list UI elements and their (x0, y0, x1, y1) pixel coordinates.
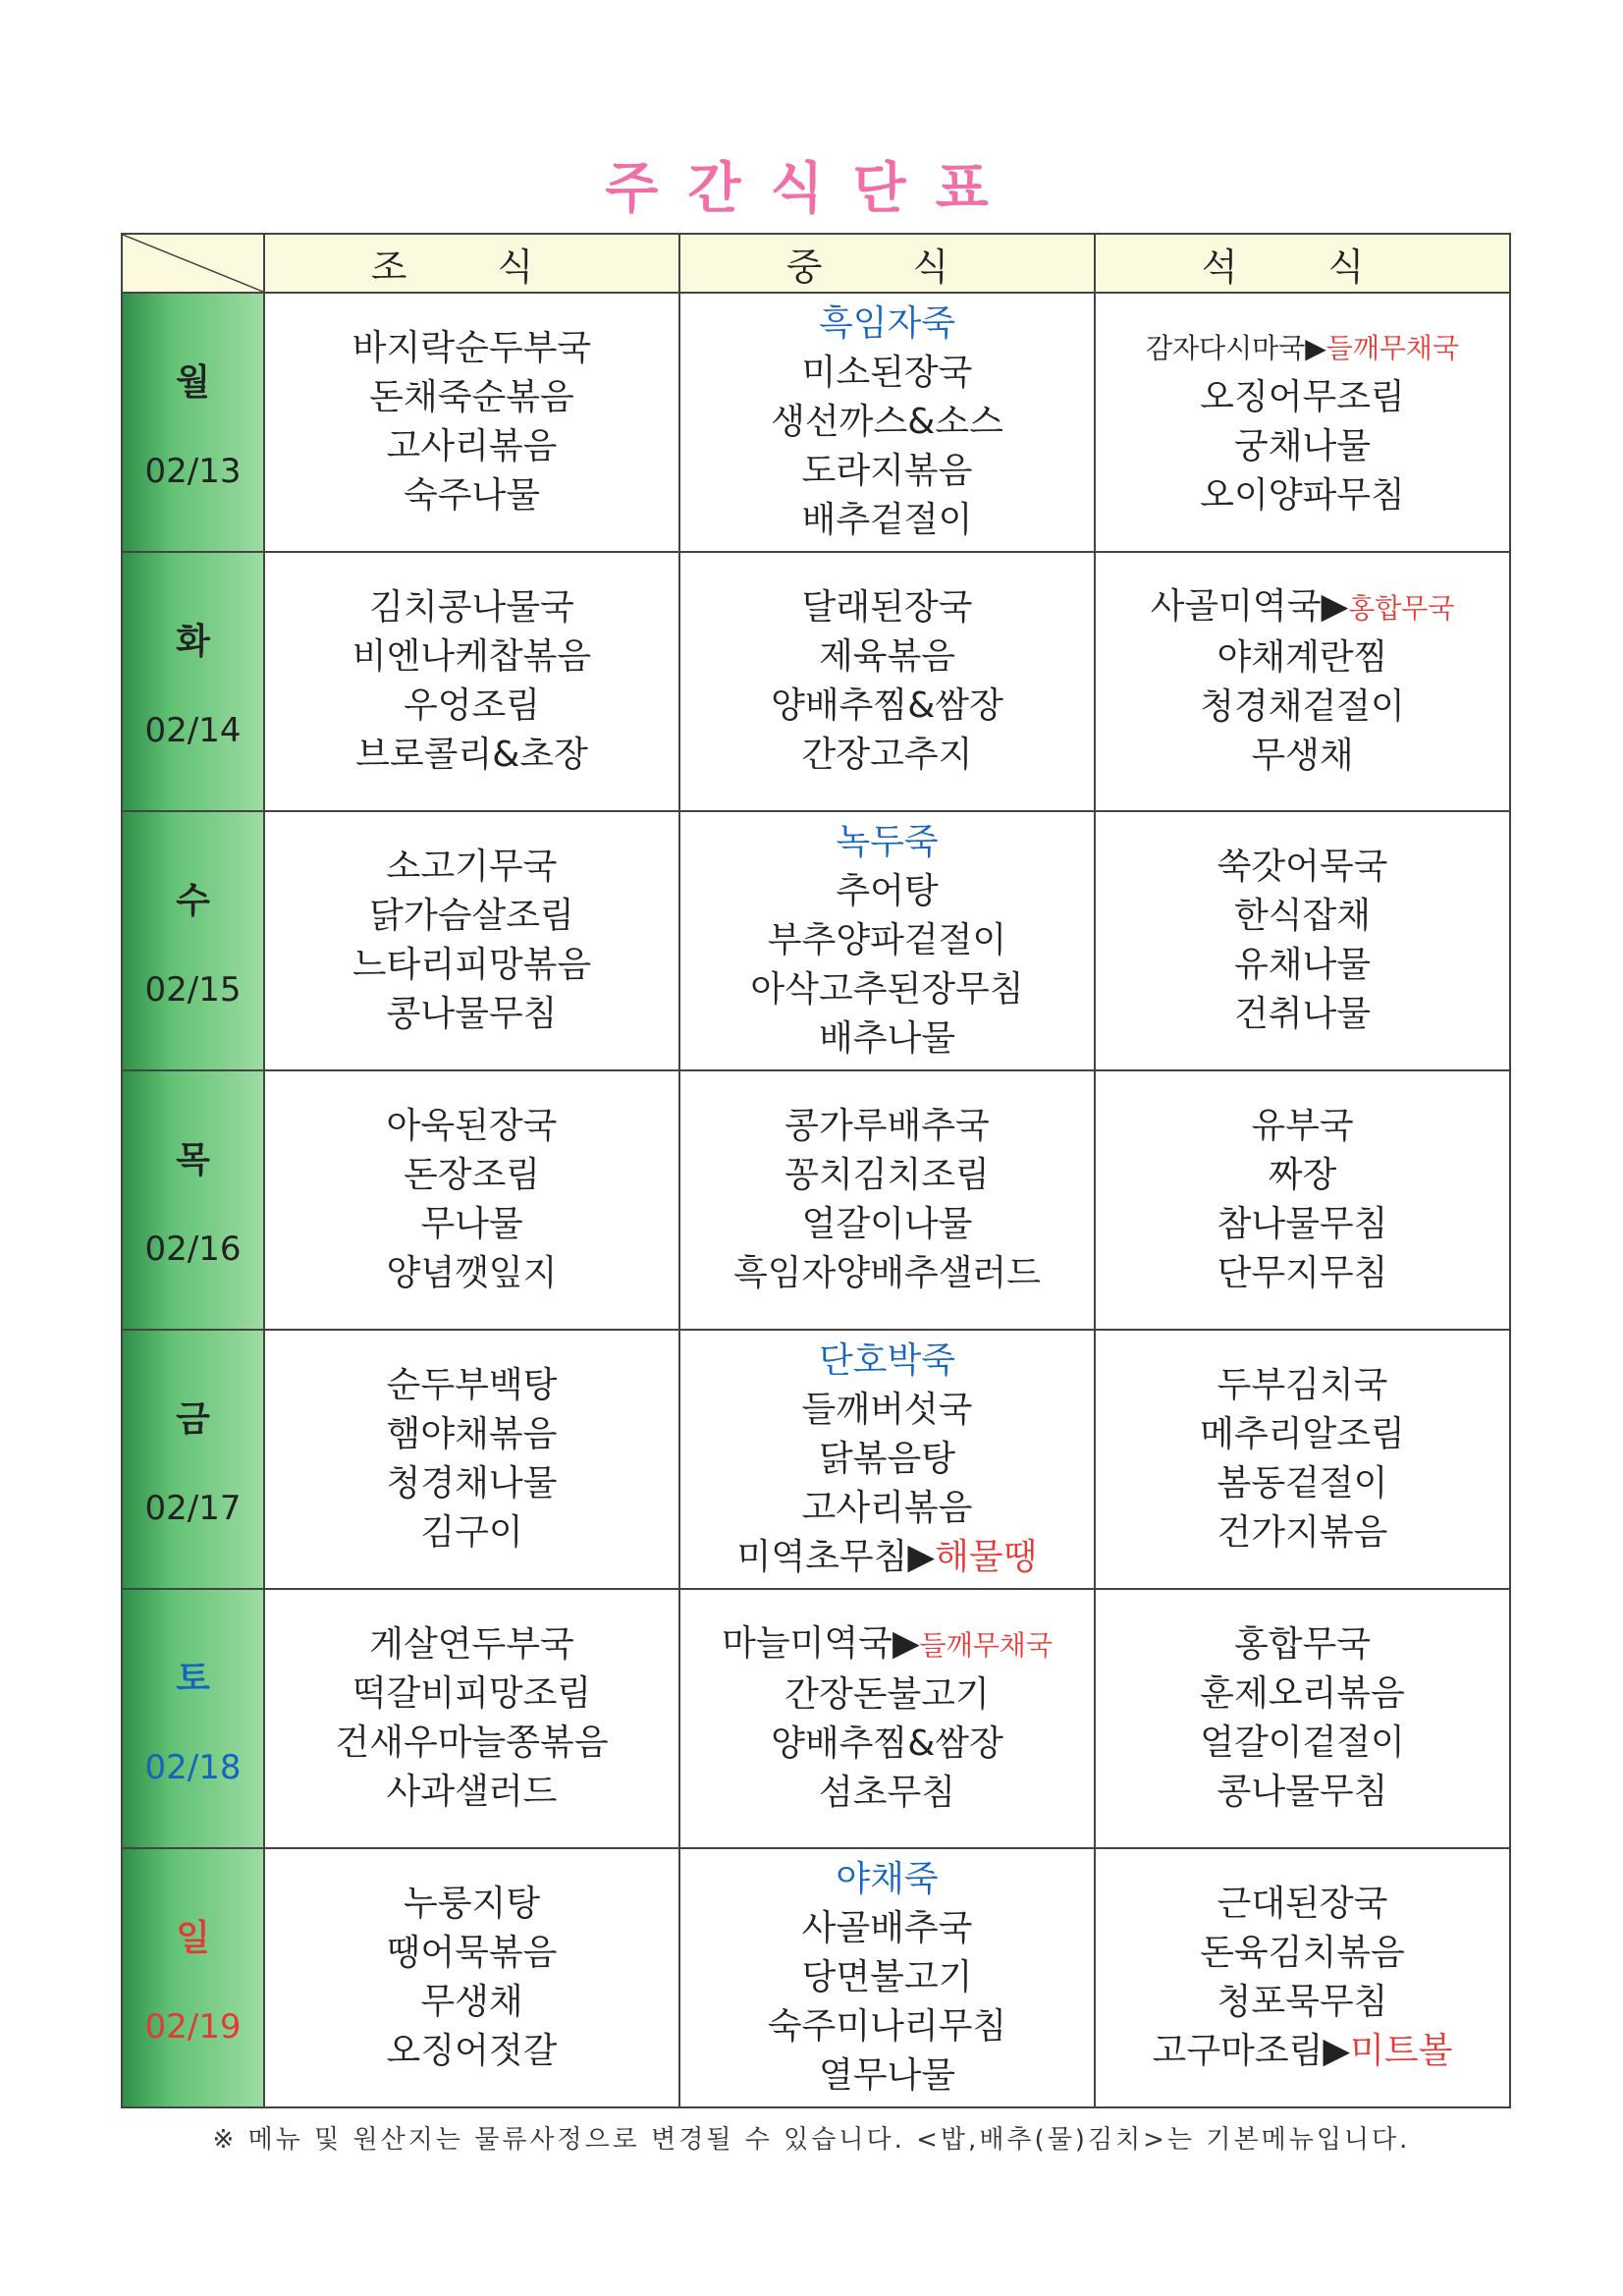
day-cell (122, 293, 264, 552)
menu-item-text: 두부김치국 (1217, 1365, 1388, 1405)
menu-item (265, 1978, 678, 2027)
menu-item-text: 양배추찜&쌈장 (771, 685, 1003, 726)
dinner-cell (1095, 1589, 1510, 1848)
menu-item-text: 흑임자죽 (818, 303, 956, 344)
menu-item-text: 김구이 (420, 1512, 523, 1553)
menu-body (122, 293, 1510, 2107)
breakfast-cell (264, 552, 679, 811)
menu-item (680, 349, 1094, 398)
dinner-cell (1095, 1848, 1510, 2107)
day-date: 02/13 (144, 451, 242, 491)
menu-item (1096, 1929, 1509, 1978)
menu-item (265, 632, 678, 682)
menu-item (680, 1533, 1094, 1582)
day-row (122, 1070, 1510, 1330)
menu-item (265, 682, 678, 731)
dinner-cell (1095, 552, 1510, 811)
menu-item-alternative: 홍합무국 (1348, 592, 1455, 625)
menu-item-text: 우엉조림 (403, 685, 541, 726)
menu-item (1096, 1669, 1509, 1719)
menu-item-text: 햄야채볶음 (386, 1414, 558, 1454)
menu-item (680, 1904, 1094, 1953)
breakfast-cell (264, 1589, 679, 1848)
menu-item (265, 990, 678, 1039)
menu-item (265, 422, 678, 471)
menu-item-text: 단무지무침 (1217, 1253, 1388, 1293)
dinner-cell (1095, 1330, 1510, 1589)
menu-item (1096, 324, 1509, 373)
menu-item (1096, 892, 1509, 941)
header-corner (122, 234, 264, 293)
menu-item (1096, 1249, 1509, 1298)
menu-item (680, 818, 1094, 867)
menu-item-text: 간장돈불고기 (784, 1674, 990, 1715)
day-cell (122, 1589, 264, 1848)
breakfast-cell (264, 293, 679, 552)
day-date: 02/17 (144, 1488, 242, 1528)
menu-item-text: 꽁치김치조림 (784, 1155, 990, 1195)
menu-item-text: 양배추찜&쌈장 (771, 1723, 1003, 1764)
menu-item-alternative: 들깨무채국 (1325, 332, 1460, 364)
menu-item (680, 1337, 1094, 1386)
menu-item-text: 비엔나케찹볶음 (352, 636, 592, 677)
menu-item (1096, 683, 1509, 732)
menu-item-text: 사골배추국 (801, 1908, 973, 1948)
header-lunch: 중 식 (679, 234, 1095, 293)
menu-item (265, 1200, 678, 1249)
day-date: 02/19 (144, 2006, 242, 2047)
menu-item-text: 봄동겉절이 (1217, 1463, 1388, 1503)
menu-item-text: 무생채 (420, 1982, 523, 2022)
menu-item (265, 1929, 678, 1978)
menu-item-text: 닭가슴살조림 (369, 896, 574, 936)
menu-item (265, 731, 678, 780)
menu-item-text: 야채계란찜 (1217, 637, 1388, 678)
menu-item (1096, 990, 1509, 1039)
menu-item-text: 근대된장국 (1217, 1884, 1388, 1924)
menu-item-text: 청경채나물 (386, 1463, 558, 1503)
menu-item-text: 얼갈이나물 (801, 1204, 973, 1244)
menu-item-text: 달래된장국 (801, 587, 973, 628)
menu-item-text: 브로콜리&초장 (355, 735, 588, 775)
menu-item-text: 훈제오리볶음 (1200, 1673, 1405, 1714)
menu-item (1096, 2027, 1509, 2076)
menu-item-text: 무나물 (420, 1204, 523, 1244)
menu-item (1096, 1508, 1509, 1558)
day-date: 02/14 (144, 710, 242, 750)
menu-item-text: 고사리볶음 (801, 1488, 973, 1528)
menu-item-text: 도라지볶음 (801, 451, 973, 491)
menu-item (680, 1102, 1094, 1151)
menu-item-text: 야채죽 (836, 1859, 939, 1899)
menu-item-text: 오이양파무침 (1200, 475, 1405, 516)
menu-item-text: 쑥갓어묵국 (1217, 847, 1388, 887)
menu-item (265, 1620, 678, 1669)
day-name: 목 (176, 1139, 210, 1180)
menu-item (680, 632, 1094, 682)
day-row (122, 552, 1510, 811)
menu-item (680, 1435, 1094, 1484)
footnote: ※ 메뉴 및 원산지는 물류사정으로 변경될 수 있습니다. <밥,배추(물)김치>는 기본메뉴입니다. (212, 2125, 1411, 2155)
day-row (122, 1848, 1510, 2107)
dinner-cell (1095, 811, 1510, 1070)
menu-item (265, 1669, 678, 1719)
menu-item (1096, 1410, 1509, 1459)
menu-item (265, 583, 678, 632)
menu-item (1096, 1200, 1509, 1249)
menu-item (1096, 1102, 1509, 1151)
day-name: 월 (176, 361, 210, 403)
menu-item-text: 감자다시마국▶ (1145, 332, 1326, 364)
menu-item (680, 1484, 1094, 1533)
menu-item (1096, 373, 1509, 422)
menu-item-text: 양념깻잎지 (386, 1253, 558, 1293)
day-row (122, 1589, 1510, 1848)
day-cell (122, 552, 264, 811)
dinner-cell (1095, 1070, 1510, 1330)
day-cell (122, 1848, 264, 2107)
menu-item-text: 닭볶음탕 (818, 1439, 956, 1479)
menu-item (680, 447, 1094, 496)
menu-item-text: 숙주미나리무침 (767, 2006, 1007, 2047)
menu-item-alternative: 들깨무채국 (919, 1629, 1053, 1662)
menu-item-text: 얼갈이겉절이 (1200, 1722, 1405, 1763)
day-row (122, 293, 1510, 552)
menu-item (680, 398, 1094, 447)
menu-item (680, 1619, 1094, 1670)
breakfast-cell (264, 1330, 679, 1589)
menu-item-text: 사과샐러드 (386, 1772, 558, 1812)
menu-item-text: 제육볶음 (818, 636, 956, 677)
menu-item-text: 콩가루배추국 (784, 1106, 990, 1146)
menu-item (1096, 941, 1509, 990)
lunch-cell (679, 1589, 1095, 1848)
header-row (122, 234, 1510, 293)
menu-item (680, 916, 1094, 965)
menu-item (1096, 1880, 1509, 1929)
menu-item (1096, 843, 1509, 892)
menu-item-text: 청포묵무침 (1217, 1982, 1388, 2022)
menu-item (680, 682, 1094, 731)
menu-item-text: 간장고추지 (801, 735, 973, 775)
menu-item-text: 떡갈비피망조림 (352, 1673, 592, 1714)
day-name: 일 (176, 1917, 210, 1958)
menu-item (680, 965, 1094, 1014)
menu-item-text: 아삭고추된장무침 (750, 969, 1024, 1010)
menu-item-text: 돈채죽순볶음 (369, 377, 574, 417)
menu-item-text: 숙주나물 (403, 475, 541, 516)
lunch-cell (679, 552, 1095, 811)
menu-item (680, 1769, 1094, 1818)
day-name: 수 (176, 880, 210, 921)
menu-item (680, 1151, 1094, 1200)
day-row (122, 1330, 1510, 1589)
menu-item (680, 867, 1094, 916)
menu-item-text: 배추겉절이 (801, 500, 973, 540)
menu-item-text: 참나물무침 (1217, 1204, 1388, 1244)
menu-item (265, 1249, 678, 1298)
day-date: 02/18 (144, 1747, 242, 1787)
day-date: 02/16 (144, 1229, 242, 1269)
menu-item (265, 2027, 678, 2076)
menu-item-text: 누룽지탕 (403, 1884, 541, 1924)
menu-item-text: 콩나물무침 (1217, 1772, 1388, 1812)
menu-item (680, 2051, 1094, 2101)
menu-item-text: 건취나물 (1233, 994, 1372, 1034)
menu-item (1096, 471, 1509, 520)
menu-item-text: 바지락순두부국 (352, 328, 592, 368)
breakfast-cell (264, 1848, 679, 2107)
menu-item (1096, 422, 1509, 471)
menu-item-text: 미소된장국 (801, 353, 973, 393)
lunch-cell (679, 1848, 1095, 2107)
menu-item (1096, 732, 1509, 781)
menu-item-text: 녹두죽 (836, 822, 939, 862)
menu-item (1096, 1151, 1509, 1200)
weekly-menu-table (121, 233, 1511, 2108)
menu-item-text: 땡어묵볶음 (386, 1933, 558, 1973)
menu-item (1096, 1719, 1509, 1768)
menu-item-text: 궁채나물 (1233, 426, 1372, 466)
menu-item (680, 1200, 1094, 1249)
menu-item (265, 1719, 678, 1768)
menu-item (1096, 1978, 1509, 2027)
menu-item-text: 유채나물 (1233, 945, 1372, 985)
menu-item-text: 소고기무국 (386, 847, 558, 887)
menu-item (680, 1670, 1094, 1720)
menu-item (680, 2002, 1094, 2051)
menu-item (265, 1151, 678, 1200)
menu-item-text: 콩나물무침 (386, 994, 558, 1034)
menu-item-text: 건가지볶음 (1217, 1512, 1388, 1553)
menu-item (1096, 582, 1509, 633)
menu-item (680, 1386, 1094, 1435)
menu-item (265, 1361, 678, 1410)
menu-item (1096, 1620, 1509, 1669)
menu-item (680, 1855, 1094, 1904)
menu-item-text: 미역초무침▶ (736, 1537, 936, 1577)
lunch-cell (679, 1330, 1095, 1589)
menu-item (680, 1953, 1094, 2002)
header-dinner: 석 식 (1095, 234, 1510, 293)
menu-item-text: 아욱된장국 (386, 1106, 558, 1146)
menu-item-text: 배추나물 (818, 1018, 956, 1059)
menu-item-text: 사골미역국▶ (1150, 586, 1349, 627)
menu-item (680, 1249, 1094, 1298)
menu-item (680, 1014, 1094, 1064)
breakfast-cell (264, 811, 679, 1070)
menu-item-text: 흑임자양배추샐러드 (733, 1253, 1041, 1293)
day-date: 02/15 (144, 969, 242, 1010)
menu-item (265, 373, 678, 422)
menu-item-alternative: 미트볼 (1350, 2031, 1453, 2071)
menu-item (1096, 1459, 1509, 1508)
menu-item (1096, 633, 1509, 683)
menu-item-text: 김치콩나물국 (369, 587, 574, 628)
header-breakfast: 조 식 (264, 234, 679, 293)
menu-item-text: 한식잡채 (1233, 896, 1372, 936)
lunch-cell (679, 1070, 1095, 1330)
menu-item-text: 부추양파겉절이 (767, 920, 1007, 960)
lunch-cell (679, 293, 1095, 552)
menu-item (265, 1410, 678, 1459)
menu-item-alternative: 해물땡 (935, 1537, 1038, 1577)
menu-item (680, 731, 1094, 780)
menu-item (1096, 1361, 1509, 1410)
menu-item (265, 1768, 678, 1817)
menu-item (680, 1720, 1094, 1769)
menu-item-text: 오징어젓갈 (386, 2031, 558, 2071)
menu-item-text: 고구마조림▶ (1152, 2031, 1351, 2071)
menu-item (265, 892, 678, 941)
menu-item-text: 섬초무침 (818, 1773, 956, 1813)
menu-item-text: 유부국 (1251, 1106, 1354, 1146)
menu-item-text: 고사리볶음 (386, 426, 558, 466)
day-row (122, 811, 1510, 1070)
menu-item-text: 단호박죽 (818, 1340, 956, 1381)
menu-item-text: 들깨버섯국 (801, 1390, 973, 1430)
menu-item (265, 1880, 678, 1929)
menu-item (265, 1102, 678, 1151)
menu-item-text: 메추리알조림 (1200, 1414, 1405, 1454)
menu-item-text: 당면불고기 (801, 1957, 973, 1997)
menu-item (265, 1508, 678, 1558)
menu-item-text: 무생채 (1251, 736, 1354, 776)
lunch-cell (679, 811, 1095, 1070)
dinner-cell (1095, 293, 1510, 552)
menu-item-text: 추어탕 (836, 871, 939, 911)
breakfast-cell (264, 1070, 679, 1330)
menu-item (265, 1459, 678, 1508)
menu-item-text: 짜장 (1268, 1155, 1337, 1195)
menu-item-text: 생선까스&소스 (771, 402, 1003, 442)
page-title: 주간식단표 (605, 157, 1018, 221)
menu-item (680, 583, 1094, 632)
day-cell (122, 1330, 264, 1589)
menu-item-text: 열무나물 (818, 2055, 956, 2096)
menu-item-text: 돈장조림 (403, 1155, 541, 1195)
day-cell (122, 1070, 264, 1330)
menu-item (680, 496, 1094, 545)
menu-item-text: 건새우마늘쫑볶음 (335, 1722, 609, 1763)
day-name: 금 (176, 1398, 210, 1440)
day-name: 토 (176, 1658, 210, 1699)
day-name: 화 (176, 621, 210, 662)
menu-item (1096, 1768, 1509, 1817)
menu-item-text: 홍합무국 (1233, 1624, 1372, 1665)
menu-item-text: 오징어무조림 (1200, 377, 1405, 417)
menu-item-text: 마늘미역국▶ (722, 1623, 920, 1664)
menu-item-text: 청경채겉절이 (1200, 686, 1405, 727)
menu-item-text: 돈육김치볶음 (1200, 1933, 1405, 1973)
menu-item (265, 941, 678, 990)
menu-item (265, 843, 678, 892)
menu-item (265, 471, 678, 520)
menu-item-text: 게살연두부국 (369, 1624, 574, 1665)
menu-item (265, 324, 678, 373)
menu-item (680, 300, 1094, 349)
menu-item-text: 순두부백탕 (386, 1365, 558, 1405)
corner-diagonal-line (123, 235, 263, 292)
day-cell (122, 811, 264, 1070)
menu-item-text: 느타리피망볶음 (352, 945, 592, 985)
